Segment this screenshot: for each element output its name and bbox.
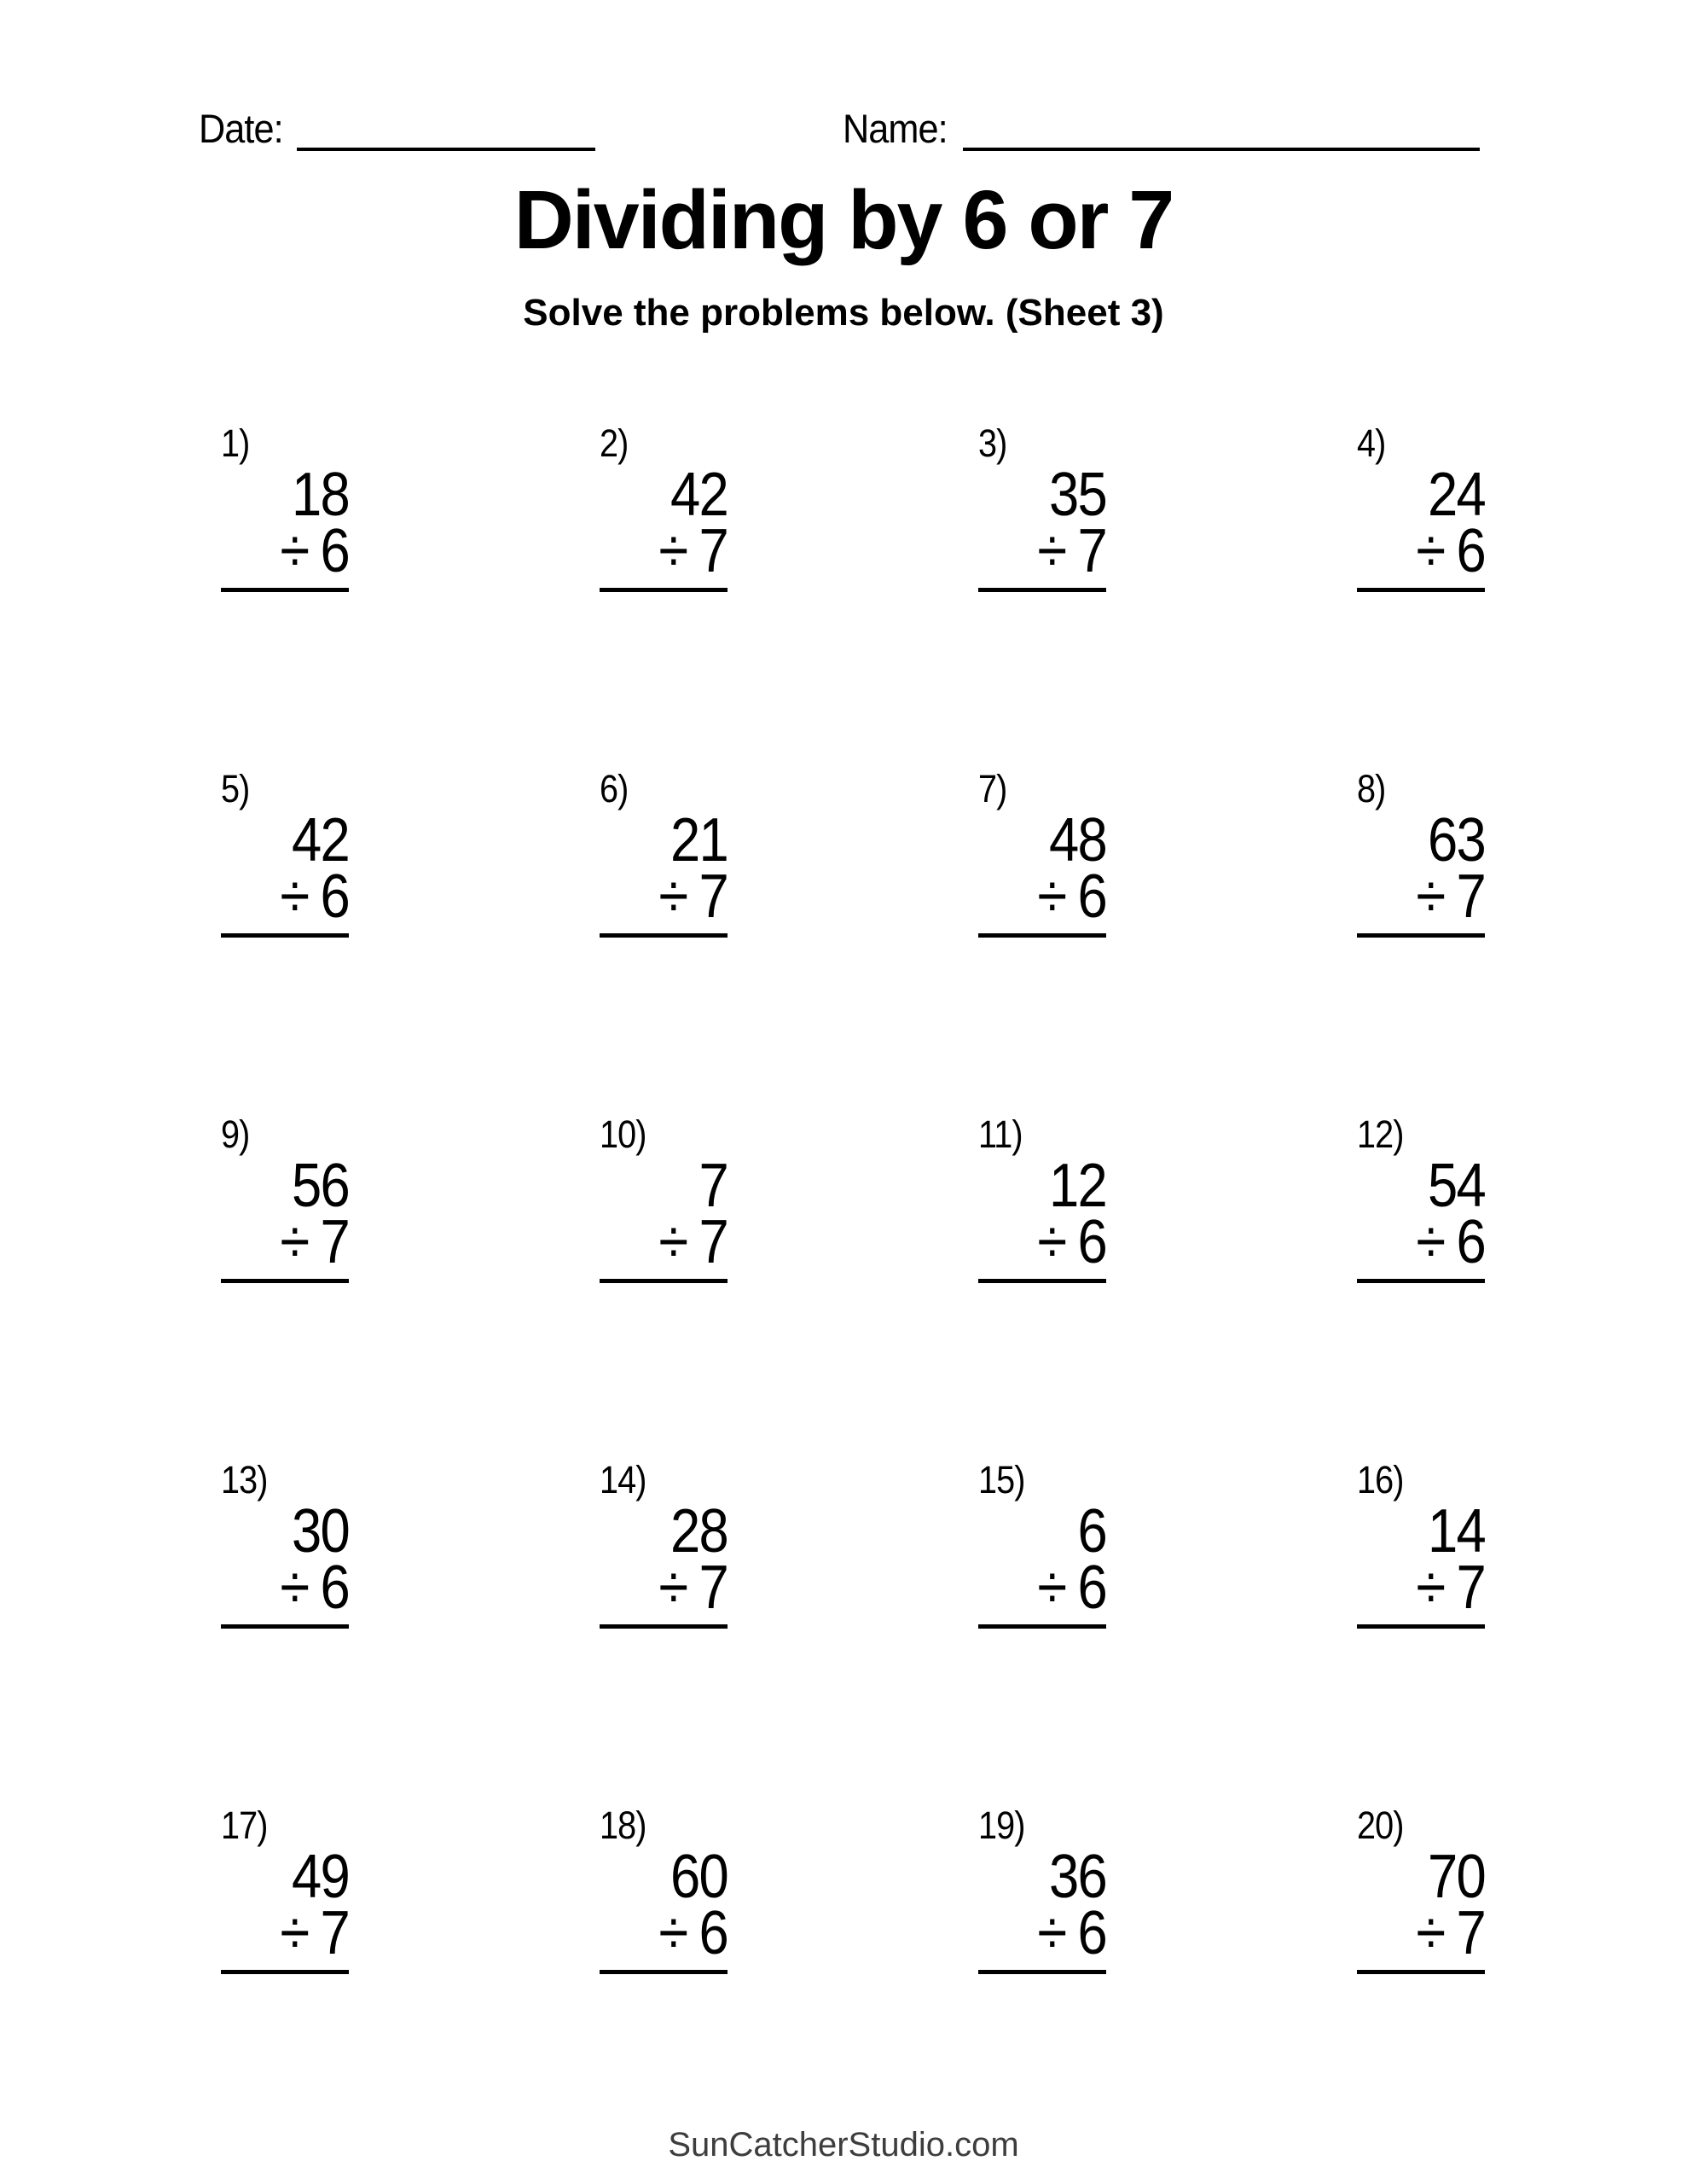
- dividend: 7: [699, 1152, 728, 1220]
- divisor-row: [615, 1208, 728, 1276]
- divisor-row: [236, 1554, 349, 1622]
- dividend: 35: [1049, 461, 1106, 529]
- name-blank-line: [963, 110, 1480, 151]
- problem-number: 1): [221, 421, 250, 465]
- divisor-row: [1372, 863, 1485, 931]
- dividend: 18: [292, 461, 349, 529]
- divisor: 7: [320, 1899, 349, 1967]
- problem-stack: [221, 1152, 349, 1283]
- problem: [978, 1113, 1357, 1459]
- date-blank-line: [297, 110, 595, 151]
- problem: [978, 768, 1357, 1113]
- division-sign: ÷: [280, 1208, 309, 1276]
- problem-number: 4): [1357, 421, 1386, 465]
- division-sign: ÷: [280, 1554, 309, 1622]
- date-field: [199, 107, 595, 151]
- problem-stack: [221, 1843, 349, 1974]
- problem: [1357, 768, 1687, 1113]
- date-label: Date:: [199, 106, 283, 151]
- problem: [221, 1113, 600, 1459]
- dividend: 12: [1049, 1152, 1106, 1220]
- dividend: 70: [1428, 1843, 1485, 1911]
- division-sign: ÷: [1416, 863, 1445, 931]
- answer-line: [600, 1970, 728, 1974]
- divisor: 6: [1077, 863, 1106, 931]
- divisor: 7: [1077, 517, 1106, 585]
- answer-line: [1357, 1970, 1485, 1974]
- problem-stack: [978, 461, 1106, 592]
- divisor-row: [1372, 1899, 1485, 1967]
- answer-line: [221, 1624, 349, 1629]
- answer-line: [978, 1970, 1106, 1974]
- division-sign: ÷: [1416, 1208, 1445, 1276]
- problem-number: 17): [221, 1804, 268, 1847]
- answer-line: [600, 1279, 728, 1283]
- answer-line: [978, 588, 1106, 592]
- dividend: 60: [670, 1843, 728, 1911]
- problem-number: 2): [600, 421, 629, 465]
- answer-line: [221, 1970, 349, 1974]
- problem: [1357, 422, 1687, 768]
- divisor-row: [615, 517, 728, 585]
- division-sign: ÷: [658, 1554, 687, 1622]
- divisor: 7: [1456, 863, 1485, 931]
- problem-number: 14): [600, 1458, 646, 1502]
- division-sign: ÷: [658, 1899, 687, 1967]
- answer-line: [978, 1279, 1106, 1283]
- division-sign: ÷: [1037, 1208, 1066, 1276]
- page-title: Dividing by 6 or 7: [513, 173, 1174, 266]
- problem-stack: [600, 1497, 728, 1629]
- problem-stack: [978, 806, 1106, 938]
- division-sign: ÷: [1037, 1899, 1066, 1967]
- divisor: 7: [699, 863, 728, 931]
- problem-stack: [978, 1152, 1106, 1283]
- divisor-row: [994, 517, 1106, 585]
- divisor-row: [615, 1899, 728, 1967]
- divisor-row: [236, 1208, 349, 1276]
- divisor-row: [994, 863, 1106, 931]
- divisor-row: [1372, 1554, 1485, 1622]
- divisor-row: [994, 1899, 1106, 1967]
- problem: [1357, 1459, 1687, 1804]
- answer-line: [978, 1624, 1106, 1629]
- dividend: 14: [1428, 1497, 1485, 1565]
- division-sign: ÷: [1416, 1899, 1445, 1967]
- answer-line: [221, 588, 349, 592]
- problem: [221, 422, 600, 768]
- division-sign: ÷: [658, 517, 687, 585]
- divisor: 6: [1077, 1554, 1106, 1622]
- divisor: 6: [1077, 1899, 1106, 1967]
- divisor: 7: [1456, 1554, 1485, 1622]
- divisor: 7: [699, 517, 728, 585]
- dividend: 49: [292, 1843, 349, 1911]
- problem-number: 6): [600, 767, 629, 810]
- problem-number: 13): [221, 1458, 268, 1502]
- answer-line: [1357, 1279, 1485, 1283]
- problem-number: 16): [1357, 1458, 1404, 1502]
- divisor-row: [236, 1899, 349, 1967]
- problem: [221, 768, 600, 1113]
- problem-number: 18): [600, 1804, 646, 1847]
- problem-number: 5): [221, 767, 250, 810]
- division-sign: ÷: [1037, 517, 1066, 585]
- divisor-row: [615, 1554, 728, 1622]
- divisor: 6: [1456, 1208, 1485, 1276]
- division-sign: ÷: [1037, 1554, 1066, 1622]
- problem: [1357, 1113, 1687, 1459]
- problem-number: 20): [1357, 1804, 1404, 1847]
- divisor: 7: [1456, 1899, 1485, 1967]
- dividend: 56: [292, 1152, 349, 1220]
- problem: [600, 1804, 978, 2150]
- division-sign: ÷: [658, 863, 687, 931]
- division-sign: ÷: [280, 1899, 309, 1967]
- problem-stack: [1357, 806, 1485, 938]
- problem-number: 3): [978, 421, 1007, 465]
- dividend: 6: [1077, 1497, 1106, 1565]
- divisor-row: [994, 1208, 1106, 1276]
- division-sign: ÷: [1416, 1554, 1445, 1622]
- divisor-row: [236, 863, 349, 931]
- division-sign: ÷: [658, 1208, 687, 1276]
- problem-stack: [1357, 1843, 1485, 1974]
- problem-number: 9): [221, 1112, 250, 1156]
- problem-number: 12): [1357, 1112, 1404, 1156]
- problem: [978, 422, 1357, 768]
- divisor: 7: [699, 1208, 728, 1276]
- problem-number: 15): [978, 1458, 1025, 1502]
- problem: [1357, 1804, 1687, 2150]
- problem-number: 11): [978, 1112, 1023, 1156]
- divisor: 6: [1077, 1208, 1106, 1276]
- problem-stack: [600, 1152, 728, 1283]
- divisor-row: [1372, 517, 1485, 585]
- dividend: 54: [1428, 1152, 1485, 1220]
- answer-line: [600, 1624, 728, 1629]
- problem-number: 8): [1357, 767, 1386, 810]
- problem-number: 19): [978, 1804, 1025, 1847]
- problem-stack: [221, 806, 349, 938]
- problem-stack: [978, 1843, 1106, 1974]
- problem-stack: [600, 806, 728, 938]
- divisor: 6: [699, 1899, 728, 1967]
- problem: [978, 1804, 1357, 2150]
- divisor: 7: [699, 1554, 728, 1622]
- problem-stack: [221, 461, 349, 592]
- problem: [978, 1459, 1357, 1804]
- answer-line: [221, 1279, 349, 1283]
- name-label: Name:: [843, 106, 948, 151]
- problem: [221, 1804, 600, 2150]
- dividend: 24: [1428, 461, 1485, 529]
- problem: [221, 1459, 600, 1804]
- divisor-row: [994, 1554, 1106, 1622]
- name-field: [843, 107, 1480, 151]
- problem-stack: [1357, 461, 1485, 592]
- divisor-row: [615, 863, 728, 931]
- problems-grid: [221, 422, 1687, 2150]
- answer-line: [600, 933, 728, 938]
- dividend: 21: [670, 806, 728, 874]
- answer-line: [978, 933, 1106, 938]
- problem-stack: [221, 1497, 349, 1629]
- division-sign: ÷: [1416, 517, 1445, 585]
- dividend: 28: [670, 1497, 728, 1565]
- problem-stack: [1357, 1152, 1485, 1283]
- answer-line: [1357, 588, 1485, 592]
- problem-number: 7): [978, 767, 1007, 810]
- dividend: 30: [292, 1497, 349, 1565]
- problem-stack: [600, 1843, 728, 1974]
- division-sign: ÷: [280, 863, 309, 931]
- answer-line: [221, 933, 349, 938]
- problem-stack: [978, 1497, 1106, 1629]
- divisor: 6: [320, 517, 349, 585]
- problem-stack: [1357, 1497, 1485, 1629]
- division-sign: ÷: [280, 517, 309, 585]
- problem-stack: [600, 461, 728, 592]
- problem: [600, 422, 978, 768]
- divisor-row: [1372, 1208, 1485, 1276]
- problem: [600, 768, 978, 1113]
- divisor-row: [236, 517, 349, 585]
- divisor: 6: [320, 863, 349, 931]
- footer-site-text: SunCatcherStudio.com: [668, 2126, 1019, 2164]
- dividend: 42: [670, 461, 728, 529]
- page-subtitle: Solve the problems below. (Sheet 3): [523, 292, 1164, 334]
- dividend: 36: [1049, 1843, 1106, 1911]
- problem-number: 10): [600, 1112, 646, 1156]
- divisor: 6: [320, 1554, 349, 1622]
- dividend: 48: [1049, 806, 1106, 874]
- divisor: 6: [1456, 517, 1485, 585]
- problem: [600, 1113, 978, 1459]
- answer-line: [1357, 933, 1485, 938]
- problem: [600, 1459, 978, 1804]
- answer-line: [1357, 1624, 1485, 1629]
- divisor: 7: [320, 1208, 349, 1276]
- answer-line: [600, 588, 728, 592]
- dividend: 42: [292, 806, 349, 874]
- division-sign: ÷: [1037, 863, 1066, 931]
- dividend: 63: [1428, 806, 1485, 874]
